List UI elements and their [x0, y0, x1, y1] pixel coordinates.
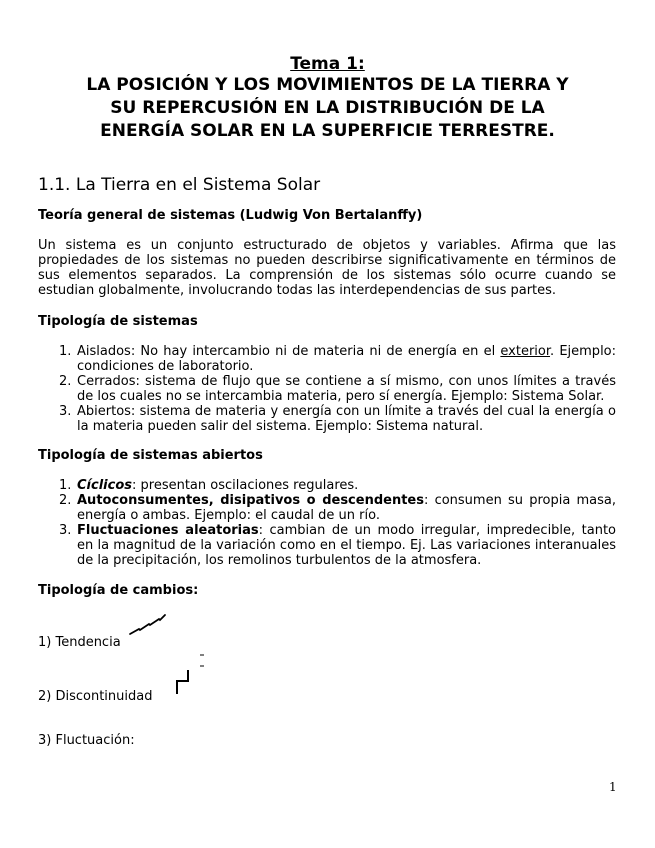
list-text: : cambian de un modo irregular, impredecible, tanto en la magnitud de la variación como en el tiempo. Ej. Las variaciones interanuales de la precipitación, los remolinos turbulentos de la atmosfera. — [77, 523, 616, 568]
tipologia-abiertos-list — [38, 478, 616, 568]
tipologia-sistemas-heading: Tipología de sistemas — [38, 314, 198, 329]
list-term: Autoconsumentes, disipativos o descendentes — [77, 493, 424, 508]
change-label-discontinuidad: 2) Discontinuidad — [38, 689, 153, 704]
list-item — [38, 493, 616, 523]
list-item — [38, 374, 616, 404]
discontinuidad-sketch — [172, 650, 208, 696]
list-text: : consumen su propia masa, energía o ambas. Ejemplo: el caudal de un río. — [77, 493, 617, 523]
list-number: 3. — [59, 523, 72, 538]
exterior-underlined-word: exterior — [500, 344, 551, 359]
list-text: Aislados: No hay intercambio ni de materia ni de energía en el — [77, 344, 501, 359]
list-number: 1. — [59, 478, 72, 493]
list-text: Cerrados: sistema de flujo que se contiene a sí mismo, con unos límites a través de los cuales no se intercambia materia, pero sí energía. Ejemplo: Sistema Solar. — [77, 374, 616, 404]
tipologia-sistemas-list — [38, 344, 616, 434]
list-term: Fluctuaciones aleatorias — [77, 523, 259, 538]
change-label-tendencia: 1) Tendencia — [38, 635, 121, 650]
list-number: 2. — [59, 493, 72, 508]
title-block — [30, 54, 625, 143]
teoria-heading: Teoría general de sistemas (Ludwig Von Bertalanffy) — [38, 208, 423, 223]
list-text: : presentan oscilaciones regulares. — [132, 478, 359, 493]
list-item — [38, 523, 616, 568]
chapter-title — [30, 74, 625, 143]
list-item — [38, 478, 616, 493]
section-heading: 1.1. La Tierra en el Sistema Solar — [38, 175, 321, 195]
tipologia-abiertos-heading: Tipología de sistemas abiertos — [38, 448, 263, 463]
chapter-title-line: LA POSICIÓN Y LOS MOVIMIENTOS DE LA TIERRA Y — [86, 75, 569, 95]
list-number: 1. — [59, 344, 72, 359]
tipologia-cambios-heading: Tipología de cambios: — [38, 583, 199, 598]
chapter-label: Tema 1: — [290, 54, 365, 74]
list-term: Cíclicos — [77, 478, 132, 493]
teoria-paragraph: Un sistema es un conjunto estructurado de objetos y variables. Afirma que las propiedades de los sistemas no pueden describirse significativamente en términos de sus elementos separados. La comprensión de los sistemas sólo ocurre cuando se estudian globalmente, involucrando todas las interdependencias de sus partes. — [38, 238, 616, 298]
list-item — [38, 344, 616, 374]
list-number: 2. — [59, 374, 72, 389]
list-item — [38, 404, 616, 434]
change-label-fluctuacion: 3) Fluctuación: — [38, 733, 135, 748]
tendencia-sketch — [128, 612, 168, 638]
page-number: 1 — [609, 780, 617, 794]
chapter-title-line: SU REPERCUSIÓN EN LA DISTRIBUCIÓN DE LA — [110, 98, 545, 118]
list-text: . Ejemplo: condiciones de laboratorio. — [77, 344, 617, 374]
list-text: Abiertos: sistema de materia y energía con un límite a través del cual la energía o la materia pueden salir del sistema. Ejemplo: Sistema natural. — [77, 404, 616, 434]
list-number: 3. — [59, 404, 72, 419]
chapter-title-line: ENERGÍA SOLAR EN LA SUPERFICIE TERRESTRE. — [100, 121, 555, 141]
